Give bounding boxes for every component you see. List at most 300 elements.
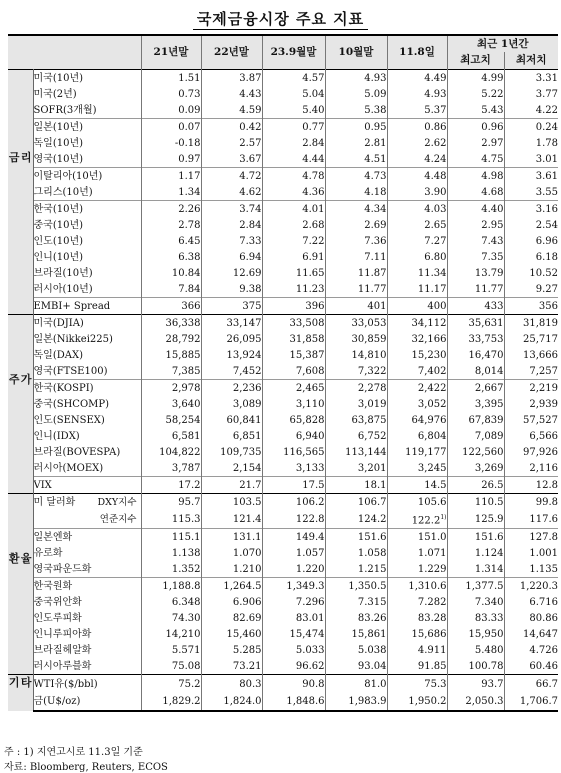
value-cell: 4.726 <box>529 644 559 656</box>
value-cell: 1.057 <box>262 545 325 561</box>
header-blank <box>8 35 33 70</box>
row-label: 일본엔화 <box>33 529 141 546</box>
table-row <box>8 298 558 315</box>
value-cell: 1.51 <box>141 70 201 87</box>
value-cell: 7,608 <box>262 363 325 380</box>
value-cell: 103.5 <box>201 494 262 511</box>
value-cell: 0.77 <box>262 119 325 136</box>
value-cell: 127.8 <box>504 529 558 546</box>
value-cell: 3,019 <box>325 396 387 412</box>
value-cell: 4.75 <box>447 151 504 168</box>
value-cell: 433 <box>447 298 504 315</box>
value-cell: 36,338 <box>141 315 201 332</box>
row-label: 한국(KOSPI) <box>33 380 141 397</box>
value-cell: 83.01 <box>262 610 325 626</box>
value-cell: 7,089 <box>447 428 504 444</box>
value-cell: 2.69 <box>325 217 387 233</box>
value-cell: 0.97 <box>141 151 201 168</box>
value-cell: 14,647 <box>523 628 559 640</box>
value-cell: 116,565 <box>262 444 325 460</box>
value-cell: 1.78 <box>535 137 559 149</box>
value-cell: 0.86 <box>387 119 447 136</box>
value-cell: 401 <box>325 298 387 315</box>
value-cell: 91.85 <box>387 658 447 675</box>
value-cell: 75.08 <box>141 658 201 675</box>
value-cell: 0.73 <box>141 86 201 102</box>
value-cell: 90.8 <box>262 675 325 693</box>
value-cell: 2,939 <box>529 398 559 410</box>
table-row <box>8 529 558 546</box>
value-cell: 7.282 <box>387 594 447 610</box>
value-cell: 1.34 <box>141 184 201 201</box>
value-cell: 2.81 <box>325 135 387 151</box>
row-label <box>33 494 141 511</box>
value-cell: 2,422 <box>387 380 447 397</box>
value-cell: 7,385 <box>141 363 201 380</box>
value-cell: 5.22 <box>447 86 504 102</box>
value-cell: 10.52 <box>529 267 559 279</box>
value-cell: 2.65 <box>387 217 447 233</box>
value-cell: 1.001 <box>529 547 559 559</box>
value-cell: 5.43 <box>447 102 504 119</box>
row-label: 그리스(10년) <box>33 184 141 201</box>
row-label: 유로화 <box>33 545 141 561</box>
value-cell: 11.23 <box>262 281 325 298</box>
value-cell: 11.34 <box>387 265 447 281</box>
row-label: 브라질(BOVESPA) <box>33 444 141 460</box>
value-cell: 4.98 <box>447 168 504 185</box>
value-cell: 7.27 <box>387 233 447 249</box>
value-cell: 14,210 <box>141 626 201 642</box>
value-cell: 28,792 <box>141 331 201 347</box>
value-cell: 80.86 <box>529 612 559 624</box>
table-row <box>8 561 558 578</box>
value-cell: 7.43 <box>447 233 504 249</box>
value-cell: 6.38 <box>141 249 201 265</box>
value-cell: 2.78 <box>141 217 201 233</box>
row-label: 브라질헤알화 <box>33 642 141 658</box>
value-cell: 6,940 <box>262 428 325 444</box>
value-cell: 4.911 <box>387 642 447 658</box>
value-cell: 2,278 <box>325 380 387 397</box>
value-cell: 6.348 <box>141 594 201 610</box>
value-cell: 3.31 <box>504 70 558 87</box>
value-cell: 97,926 <box>523 446 559 458</box>
value-cell: 9.38 <box>201 281 262 298</box>
value-cell: 6.80 <box>387 249 447 265</box>
value-cell: 122.2$^{1)}$ <box>387 510 447 529</box>
value-cell: 4.62 <box>201 184 262 201</box>
value-cell: 3,201 <box>325 460 387 477</box>
table-row <box>8 217 558 233</box>
value-cell: 6.45 <box>141 233 201 249</box>
value-cell: 7.315 <box>325 594 387 610</box>
value-cell: 4.44 <box>262 151 325 168</box>
value-cell: 3.77 <box>535 88 559 100</box>
table-row <box>8 396 558 412</box>
value-cell: 1.135 <box>529 563 559 575</box>
value-cell: 30,859 <box>325 331 387 347</box>
value-cell: 151.0 <box>387 529 447 546</box>
value-cell: 4.59 <box>201 102 262 119</box>
table-row <box>8 658 558 675</box>
row-label: 독일(10년) <box>33 135 141 151</box>
row-label <box>33 510 141 529</box>
row-label: 한국(10년) <box>33 201 141 218</box>
table-row <box>8 281 558 298</box>
value-cell: 7.340 <box>447 594 504 610</box>
row-label: 한국원화 <box>33 578 141 595</box>
value-cell: 4.73 <box>325 168 387 185</box>
value-cell: 3.61 <box>504 168 558 185</box>
category-other: 기타 <box>8 675 33 712</box>
header-col-sep: 23.9월말 <box>262 35 325 70</box>
table-row <box>8 119 558 136</box>
table-row <box>8 315 558 332</box>
table-row <box>8 693 558 712</box>
table-row <box>8 151 558 168</box>
value-cell: 6.906 <box>201 594 262 610</box>
value-cell: 2.54 <box>535 219 559 231</box>
value-cell: 6,804 <box>387 428 447 444</box>
value-cell: 1,848.6 <box>262 693 325 712</box>
value-cell: 93.7 <box>447 675 504 693</box>
value-cell: 5.033 <box>262 642 325 658</box>
value-cell: 4.57 <box>262 70 325 87</box>
value-cell: 12.69 <box>201 265 262 281</box>
value-cell: 4.34 <box>325 201 387 218</box>
table-row <box>8 494 558 511</box>
value-cell: 2,236 <box>201 380 262 397</box>
value-cell: 7,452 <box>201 363 262 380</box>
value-cell: 17.5 <box>262 477 325 494</box>
table-row <box>8 545 558 561</box>
value-cell: 80.3 <box>201 675 262 693</box>
row-label: 미국(10년) <box>33 70 141 87</box>
row-label: 러시아(MOEX) <box>33 460 141 477</box>
value-cell: 67,839 <box>447 412 504 428</box>
value-cell: 6,752 <box>325 428 387 444</box>
table-row <box>8 412 558 428</box>
value-cell: 109,735 <box>201 444 262 460</box>
table-row <box>8 594 558 610</box>
row-label: 일본(10년) <box>33 119 141 136</box>
value-cell: 2.95 <box>447 217 504 233</box>
value-cell: 4.93 <box>325 70 387 87</box>
value-cell: 1.058 <box>325 545 387 561</box>
value-cell: 4.40 <box>447 201 504 218</box>
footnote: 주 : 1) 지연고시로 11.3일 기준 <box>4 747 143 758</box>
category-fx: 환율 <box>8 494 33 675</box>
value-cell: 4.51 <box>325 151 387 168</box>
value-cell: 3.16 <box>504 201 558 218</box>
value-cell: 15,474 <box>262 626 325 642</box>
value-cell: 4.18 <box>325 184 387 201</box>
value-cell: 100.78 <box>447 658 504 675</box>
value-cell: 1,349.3 <box>262 578 325 595</box>
value-cell: 63,875 <box>325 412 387 428</box>
value-cell: 3,133 <box>262 460 325 477</box>
value-cell: 1.124 <box>447 545 504 561</box>
value-cell: 106.7 <box>325 494 387 511</box>
value-cell: 1,706.7 <box>504 693 558 712</box>
page-title: 국제금융시장 주요 지표 <box>0 8 561 29</box>
value-cell: 64,976 <box>387 412 447 428</box>
table-row <box>8 578 558 595</box>
value-cell: 375 <box>201 298 262 315</box>
value-cell: 7,402 <box>387 363 447 380</box>
row-label: 영국파운드화 <box>33 561 141 578</box>
value-cell: 81.0 <box>325 675 387 693</box>
value-cell: 58,254 <box>141 412 201 428</box>
value-cell: 4.24 <box>387 151 447 168</box>
row-label: 인니루피아화 <box>33 626 141 642</box>
value-cell: 366 <box>141 298 201 315</box>
value-cell: 2,219 <box>504 380 558 397</box>
header-col-22: 22년말 <box>201 35 262 70</box>
row-label: 중국(SHCOMP) <box>33 396 141 412</box>
table-row <box>8 201 558 218</box>
value-cell: 122,560 <box>447 444 504 460</box>
table-row <box>8 428 558 444</box>
value-cell: 5.37 <box>387 102 447 119</box>
value-cell: 1.220 <box>262 561 325 578</box>
table-row <box>8 363 558 380</box>
value-cell: 1.071 <box>387 545 447 561</box>
value-cell: 4.93 <box>387 86 447 102</box>
value-cell: 75.3 <box>387 675 447 693</box>
table-row <box>8 626 558 642</box>
value-cell: 1.229 <box>387 561 447 578</box>
value-cell: 82.69 <box>201 610 262 626</box>
value-cell: 34,112 <box>387 315 447 332</box>
value-cell: 149.4 <box>262 529 325 546</box>
value-cell: 1,377.5 <box>447 578 504 595</box>
value-cell: 3,110 <box>262 396 325 412</box>
value-cell: 105.6 <box>387 494 447 511</box>
value-cell: 15,230 <box>387 347 447 363</box>
row-label: 브라질(10년) <box>33 265 141 281</box>
value-cell: 10.84 <box>141 265 201 281</box>
value-cell: 1,983.9 <box>325 693 387 712</box>
value-cell: 25,717 <box>523 333 559 345</box>
value-cell: 2.57 <box>201 135 262 151</box>
value-cell: 1,950.2 <box>387 693 447 712</box>
value-cell: 106.2 <box>262 494 325 511</box>
value-cell: 124.2 <box>325 510 387 529</box>
category-stocks: 주가 <box>8 315 33 494</box>
table-row <box>8 184 558 201</box>
value-cell: 0.42 <box>201 119 262 136</box>
value-cell: 33,147 <box>201 315 262 332</box>
value-cell: 5.09 <box>325 86 387 102</box>
value-cell: 1,188.8 <box>141 578 201 595</box>
row-label: 중국위안화 <box>33 594 141 610</box>
value-cell: 14,810 <box>325 347 387 363</box>
value-cell: 1,824.0 <box>201 693 262 712</box>
table-row <box>8 265 558 281</box>
row-label: 이탈리아(10년) <box>33 168 141 185</box>
fed-index-label: 연준지수 <box>99 513 137 525</box>
value-cell: 15,460 <box>201 626 262 642</box>
value-cell: 1,310.6 <box>387 578 447 595</box>
value-cell: 113,144 <box>325 444 387 460</box>
table-row <box>8 347 558 363</box>
value-cell: 1.210 <box>201 561 262 578</box>
value-cell: 4.22 <box>535 104 559 116</box>
value-cell: 7,322 <box>325 363 387 380</box>
value-cell: 5.285 <box>201 642 262 658</box>
header-blank-label <box>33 35 141 70</box>
value-cell: 15,387 <box>262 347 325 363</box>
value-cell: 1.17 <box>141 168 201 185</box>
value-cell: 31,819 <box>504 315 558 332</box>
table-row <box>8 642 558 658</box>
value-cell: 9.27 <box>535 283 559 295</box>
value-cell: 3,395 <box>447 396 504 412</box>
value-cell: 73.21 <box>201 658 262 675</box>
value-cell: 35,631 <box>447 315 504 332</box>
value-cell: 0.07 <box>141 119 201 136</box>
value-cell: 5.38 <box>325 102 387 119</box>
value-cell: 15,885 <box>141 347 201 363</box>
value-cell: 99.8 <box>504 494 558 511</box>
value-cell: 3.90 <box>387 184 447 201</box>
value-cell: 2,050.3 <box>447 693 504 712</box>
value-cell: 26.5 <box>447 477 504 494</box>
row-label: 영국(FTSE100) <box>33 363 141 380</box>
value-cell: 1.138 <box>141 545 201 561</box>
value-cell: 6,581 <box>141 428 201 444</box>
row-label: 일본(Nikkei225) <box>33 331 141 347</box>
row-label: 독일(DAX) <box>33 347 141 363</box>
value-cell: 57,527 <box>523 414 559 426</box>
value-cell: 18.1 <box>325 477 387 494</box>
value-cell: 83.28 <box>387 610 447 626</box>
row-label: 미국(2년) <box>33 86 141 102</box>
value-cell: 1.352 <box>141 561 201 578</box>
table-row <box>8 233 558 249</box>
value-cell: 1.070 <box>201 545 262 561</box>
value-cell: 7,257 <box>529 365 559 377</box>
value-cell: 4.48 <box>387 168 447 185</box>
table-row <box>8 610 558 626</box>
value-cell: 0.96 <box>447 119 504 136</box>
value-cell: 13.79 <box>447 265 504 281</box>
value-cell: 11.65 <box>262 265 325 281</box>
value-cell: 11.87 <box>325 265 387 281</box>
value-cell: 7.296 <box>262 594 325 610</box>
value-cell: 15,950 <box>447 626 504 642</box>
row-label: SOFR(3개월) <box>33 102 141 119</box>
table-row <box>8 460 558 477</box>
row-label: 미국(DJIA) <box>33 315 141 332</box>
value-cell: 7.33 <box>201 233 262 249</box>
value-cell: 11.77 <box>447 281 504 298</box>
value-cell: 15,686 <box>387 626 447 642</box>
value-cell: 115.1 <box>141 529 201 546</box>
value-cell: 4.01 <box>262 201 325 218</box>
value-cell: 4.72 <box>201 168 262 185</box>
value-cell: 2,978 <box>141 380 201 397</box>
value-cell: 5.038 <box>325 642 387 658</box>
value-cell: 4.78 <box>262 168 325 185</box>
value-cell: 65,828 <box>262 412 325 428</box>
value-cell: 2.84 <box>262 135 325 151</box>
value-cell: 7.84 <box>141 281 201 298</box>
value-cell: 6,566 <box>529 430 559 442</box>
value-cell: 6,851 <box>201 428 262 444</box>
dxy-label: DXY지수 <box>97 496 137 508</box>
row-label: 중국(10년) <box>33 217 141 233</box>
value-cell: 83.33 <box>447 610 504 626</box>
value-cell: 7.35 <box>447 249 504 265</box>
value-cell: 13,924 <box>201 347 262 363</box>
header-col-nov: 11.8일 <box>387 35 447 70</box>
indicator-table <box>8 34 558 712</box>
value-cell: 2,154 <box>201 460 262 477</box>
value-cell: 6.94 <box>201 249 262 265</box>
row-label: 러시아루블화 <box>33 658 141 675</box>
value-cell: 0.24 <box>504 119 558 136</box>
value-cell: 6.91 <box>262 249 325 265</box>
value-cell: 5.04 <box>262 86 325 102</box>
table-row <box>8 249 558 265</box>
value-cell: 14.5 <box>387 477 447 494</box>
value-cell: 110.5 <box>447 494 504 511</box>
table-row <box>8 380 558 397</box>
value-cell: 2.62 <box>387 135 447 151</box>
value-cell: 1,220.3 <box>504 578 558 595</box>
header-high: 최고치 <box>447 52 504 70</box>
value-cell: 151.6 <box>447 529 504 546</box>
value-cell: 3,640 <box>141 396 201 412</box>
value-cell: 1.314 <box>447 561 504 578</box>
value-cell: 3,052 <box>387 396 447 412</box>
value-cell: 12.8 <box>504 477 558 494</box>
value-cell: 121.4 <box>201 510 262 529</box>
value-cell: 396 <box>262 298 325 315</box>
value-cell: 33,508 <box>262 315 325 332</box>
value-cell: 2.68 <box>262 217 325 233</box>
value-cell: 96.62 <box>262 658 325 675</box>
table-row <box>8 675 558 693</box>
row-label: 인니(IDX) <box>33 428 141 444</box>
value-cell: 131.1 <box>201 529 262 546</box>
value-cell: 6.96 <box>535 235 559 247</box>
value-cell: 8,014 <box>447 363 504 380</box>
value-cell: 5.480 <box>447 642 504 658</box>
table-body <box>8 70 558 712</box>
value-cell: 74.30 <box>141 610 201 626</box>
value-cell: 66.7 <box>504 675 558 693</box>
value-cell: 4.49 <box>387 70 447 87</box>
table-row <box>8 70 558 87</box>
value-cell: 2.84 <box>201 217 262 233</box>
row-label: EMBI+ Spread <box>33 298 141 315</box>
value-cell: 104,822 <box>141 444 201 460</box>
table-row <box>8 135 558 151</box>
value-cell: 95.7 <box>141 494 201 511</box>
value-cell: 4.43 <box>201 86 262 102</box>
value-cell: 33,753 <box>447 331 504 347</box>
value-cell: 60,841 <box>201 412 262 428</box>
row-label: 인도(10년) <box>33 233 141 249</box>
value-cell: 3.55 <box>535 186 559 198</box>
row-label: 러시아(10년) <box>33 281 141 298</box>
value-cell: 2,667 <box>447 380 504 397</box>
value-cell: 4.36 <box>262 184 325 201</box>
